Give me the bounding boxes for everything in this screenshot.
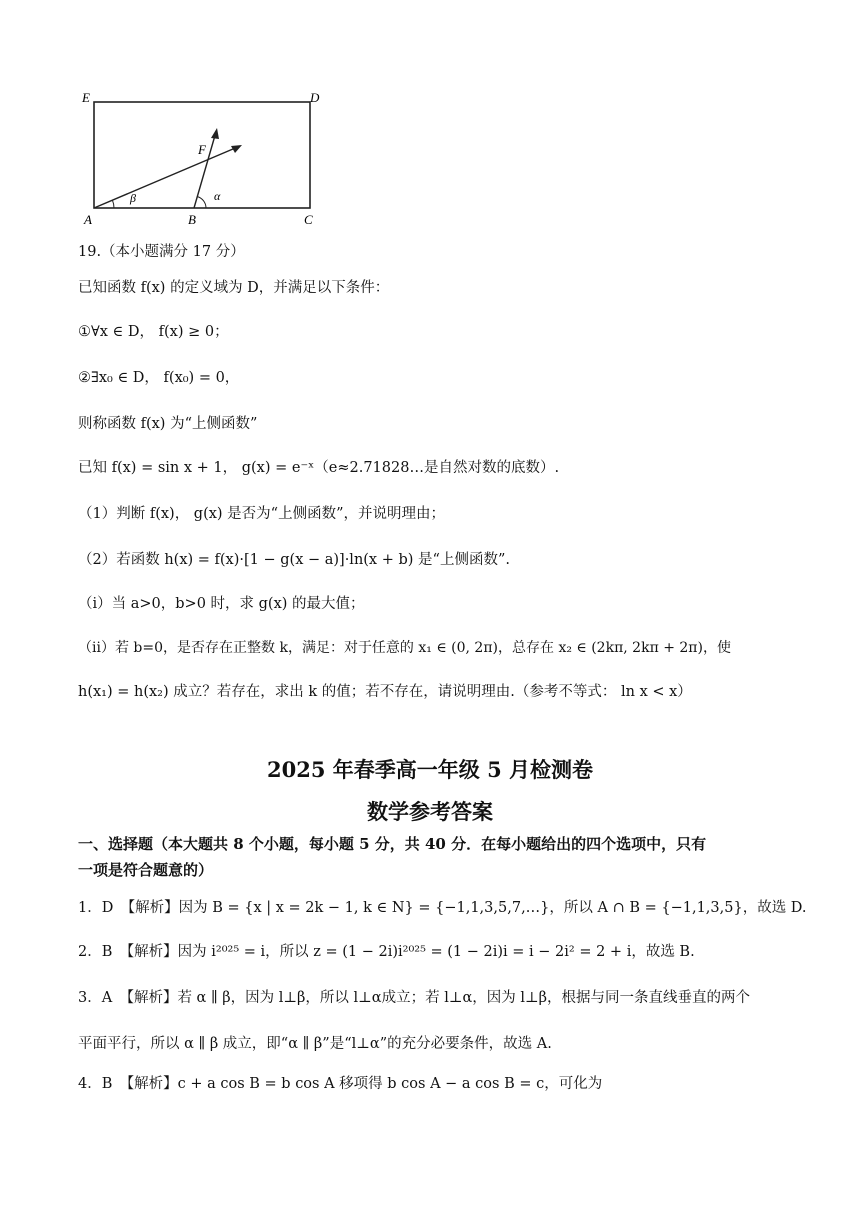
label-F: F [198,142,206,157]
label-B: B [188,212,196,227]
given-functions: 已知 f(x) = sin x + 1， g(x) = e⁻ˣ（e≈2.71828…是自然对数的底数）. [78,460,560,476]
part-2-i: （ⅰ）当 a>0，b>0 时，求 g(x) 的最大值； [78,596,365,612]
part-2-ii-line2: h(x₁) = h(x₂) 成立？若存在，求出 k 的值；若不存在，请说明理由.（参考不等式： ln x < x） [78,684,692,700]
label-C: C [304,212,313,227]
label-beta: β [130,191,136,205]
label-E: E [82,90,90,105]
geometry-figure [74,88,334,228]
condition-1: ①∀x ∈ D， f(x) ≥ 0； [78,324,229,340]
part-2-ii-line1: （ⅱ）若 b=0，是否存在正整数 k，满足：对于任意的 x₁ ∈ (0, 2π)，总存在 x₂ ∈ (2kπ, 2kπ + 2π)，使 [78,640,731,656]
arrow-head-2 [211,128,219,139]
section-1-heading-line1: 一、选择题（本大题共 8 个小题，每小题 5 分，共 40 分．在每小题给出的四个选项中，只有 [78,835,707,853]
part-1: （1）判断 f(x)， g(x) 是否为“上侧函数”，并说明理由； [78,506,446,522]
angle-alpha-arc [197,197,206,209]
condition-2: ②∃x₀ ∈ D， f(x₀) = 0， [78,370,240,386]
question-19-header: 19.（本小题满分 17 分） [78,244,245,260]
answer-2: 2．B 【解析】因为 i²⁰²⁵ = i，所以 z = (1 − 2i)i²⁰²⁵ = (1 − 2i)i = i − 2i² = 2 + i，故选 B. [78,944,695,960]
answer-1: 1．D 【解析】因为 B = {x | x = 2k − 1, k ∈ N} = {−1,1,3,5,7,…}，所以 A ∩ B = {−1,1,3,5}，故选 D. [78,900,807,916]
section-1-heading-line2: 一项是符合题意的） [78,861,214,879]
label-D: D [310,90,320,105]
label-A: A [84,212,92,227]
answer-title: 2025 年春季高一年级 5 月检测卷 [267,757,593,782]
angle-beta-arc [112,200,114,208]
answer-4: 4．B 【解析】c + a cos B = b cos A 移项得 b cos A − a cos B = c，可化为 [78,1076,603,1092]
answer-3-line1: 3．A 【解析】若 α ∥ β，因为 l⊥β，所以 l⊥α成立；若 l⊥α，因为 l⊥β，根据与同一条直线垂直的两个 [78,990,751,1006]
part-2: （2）若函数 h(x) = f(x)·[1 − g(x − a)]·ln(x + b) 是“上侧函数”. [78,552,510,568]
answer-subtitle: 数学参考答案 [367,799,493,824]
label-alpha: α [214,189,221,203]
answer-3-line2: 平面平行，所以 α ∥ β 成立，即“α ∥ β”是“l⊥α”的充分必要条件，故选 A. [78,1036,552,1052]
question-19-definition: 已知函数 f(x) 的定义域为 D，并满足以下条件： [78,280,390,296]
definition-conclusion: 则称函数 f(x) 为“上侧函数” [78,416,258,432]
